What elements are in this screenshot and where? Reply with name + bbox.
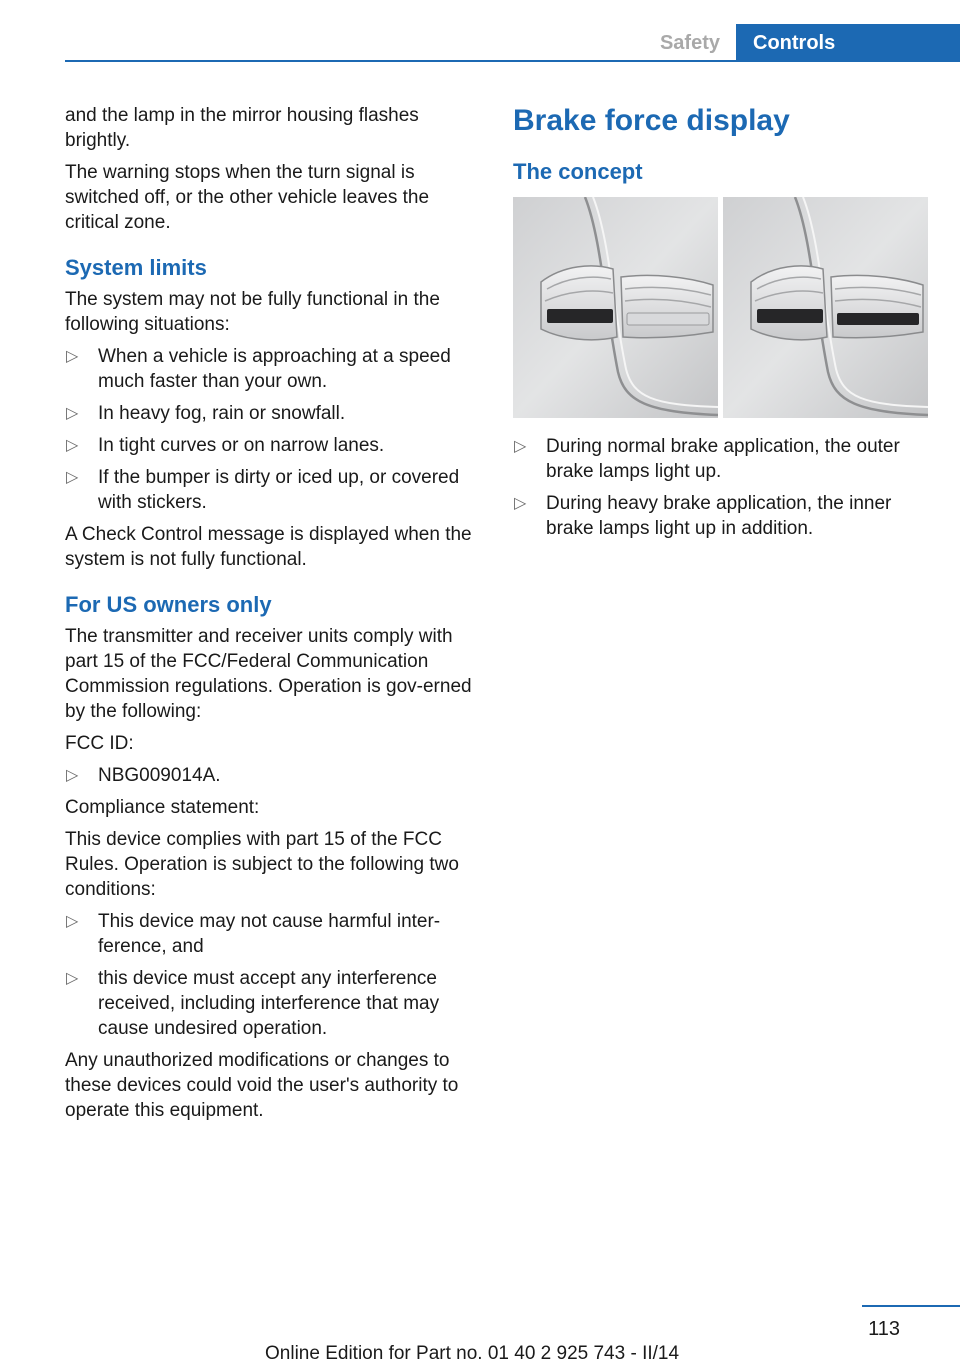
- bullet-triangle-icon: ▷: [66, 970, 79, 987]
- tail-lamp-heavy-brake-image: [723, 197, 928, 418]
- section-title-brake-force-display: Brake force display: [513, 104, 790, 137]
- brake-lamp-illustration: [513, 197, 933, 418]
- bullet-triangle-icon: ▷: [66, 913, 79, 930]
- bullet-triangle-icon: ▷: [66, 437, 79, 454]
- label-compliance-statement: Compliance statement:: [65, 797, 260, 818]
- edition-line: Online Edition for Part no. 01 40 2 925 743 - II/14: [265, 1343, 680, 1364]
- list-item: ▷ this device must accept any interference received, including interference that may cause undesired operation.: [66, 968, 440, 1039]
- paragraph-mirror-lamp: and the lamp in the mirror housing flashes brightly.: [65, 105, 419, 151]
- footer-rule: [862, 1305, 960, 1307]
- bullet-triangle-icon: ▷: [66, 405, 79, 422]
- paragraph-fcc-compliance: The transmitter and receiver units comply with part 15 of the FCC/Federal Communication Commission regulations. Operation is gov‐erned by the following:: [65, 626, 472, 722]
- heading-system-limits: System limits: [65, 255, 207, 280]
- list-item: ▷ In heavy fog, rain or snowfall.: [66, 403, 346, 424]
- paragraph-unauthorized-modifications: Any unauthorized modifications or changes to these devices could void the user's authority to operate this equipment.: [65, 1050, 459, 1121]
- label-fcc-id: FCC ID:: [65, 733, 134, 754]
- bullet-triangle-icon: ▷: [66, 469, 79, 486]
- list-item: ▷ During normal brake application, the outer brake lamps light up.: [514, 436, 900, 482]
- list-item: ▷ In tight curves or on narrow lanes.: [66, 435, 385, 456]
- list-system-limits: [65, 344, 483, 515]
- bullet-triangle-icon: ▷: [66, 348, 79, 365]
- list-brake-application: [513, 434, 933, 541]
- left-column: [65, 103, 483, 1130]
- bullet-triangle-icon: ▷: [514, 438, 527, 455]
- list-fcc-id: [65, 763, 483, 788]
- list-item: ▷ During heavy brake application, the inner brake lamps light up in addition.: [514, 493, 892, 539]
- paragraph-warning-stops: The warning stops when the turn signal is switched off, or the other vehicle leaves the critical zone.: [65, 162, 430, 233]
- header-tab-safety: Safety: [659, 32, 720, 54]
- bullet-triangle-icon: ▷: [514, 495, 527, 512]
- bullet-triangle-icon: ▷: [66, 767, 79, 784]
- right-column: [513, 103, 933, 548]
- paragraph-compliance-text: This device complies with part 15 of the FCC Rules. Operation is subject to the following two conditions:: [65, 829, 459, 900]
- paragraph-check-control: A Check Control message is displayed when the system is not fully functional.: [65, 524, 472, 570]
- tail-lamp-normal-brake-image: [513, 197, 718, 418]
- list-item: ▷ NBG009014A.: [66, 765, 221, 786]
- list-item: ▷ When a vehicle is approaching at a speed much faster than your own.: [66, 346, 451, 392]
- header-tab-controls: Controls: [736, 24, 960, 61]
- header-rule: [65, 60, 960, 62]
- subheading-the-concept: The concept: [513, 159, 643, 184]
- list-item: ▷ This device may not cause harmful inter‐ference, and: [66, 911, 441, 957]
- heading-us-owners: For US owners only: [65, 592, 272, 617]
- list-conditions: [65, 909, 483, 1041]
- list-item: ▷ If the bumper is dirty or iced up, or covered with stickers.: [66, 467, 460, 513]
- page-number: 113: [868, 1318, 900, 1340]
- paragraph-system-limits-intro: The system may not be fully functional in the following situations:: [65, 289, 440, 335]
